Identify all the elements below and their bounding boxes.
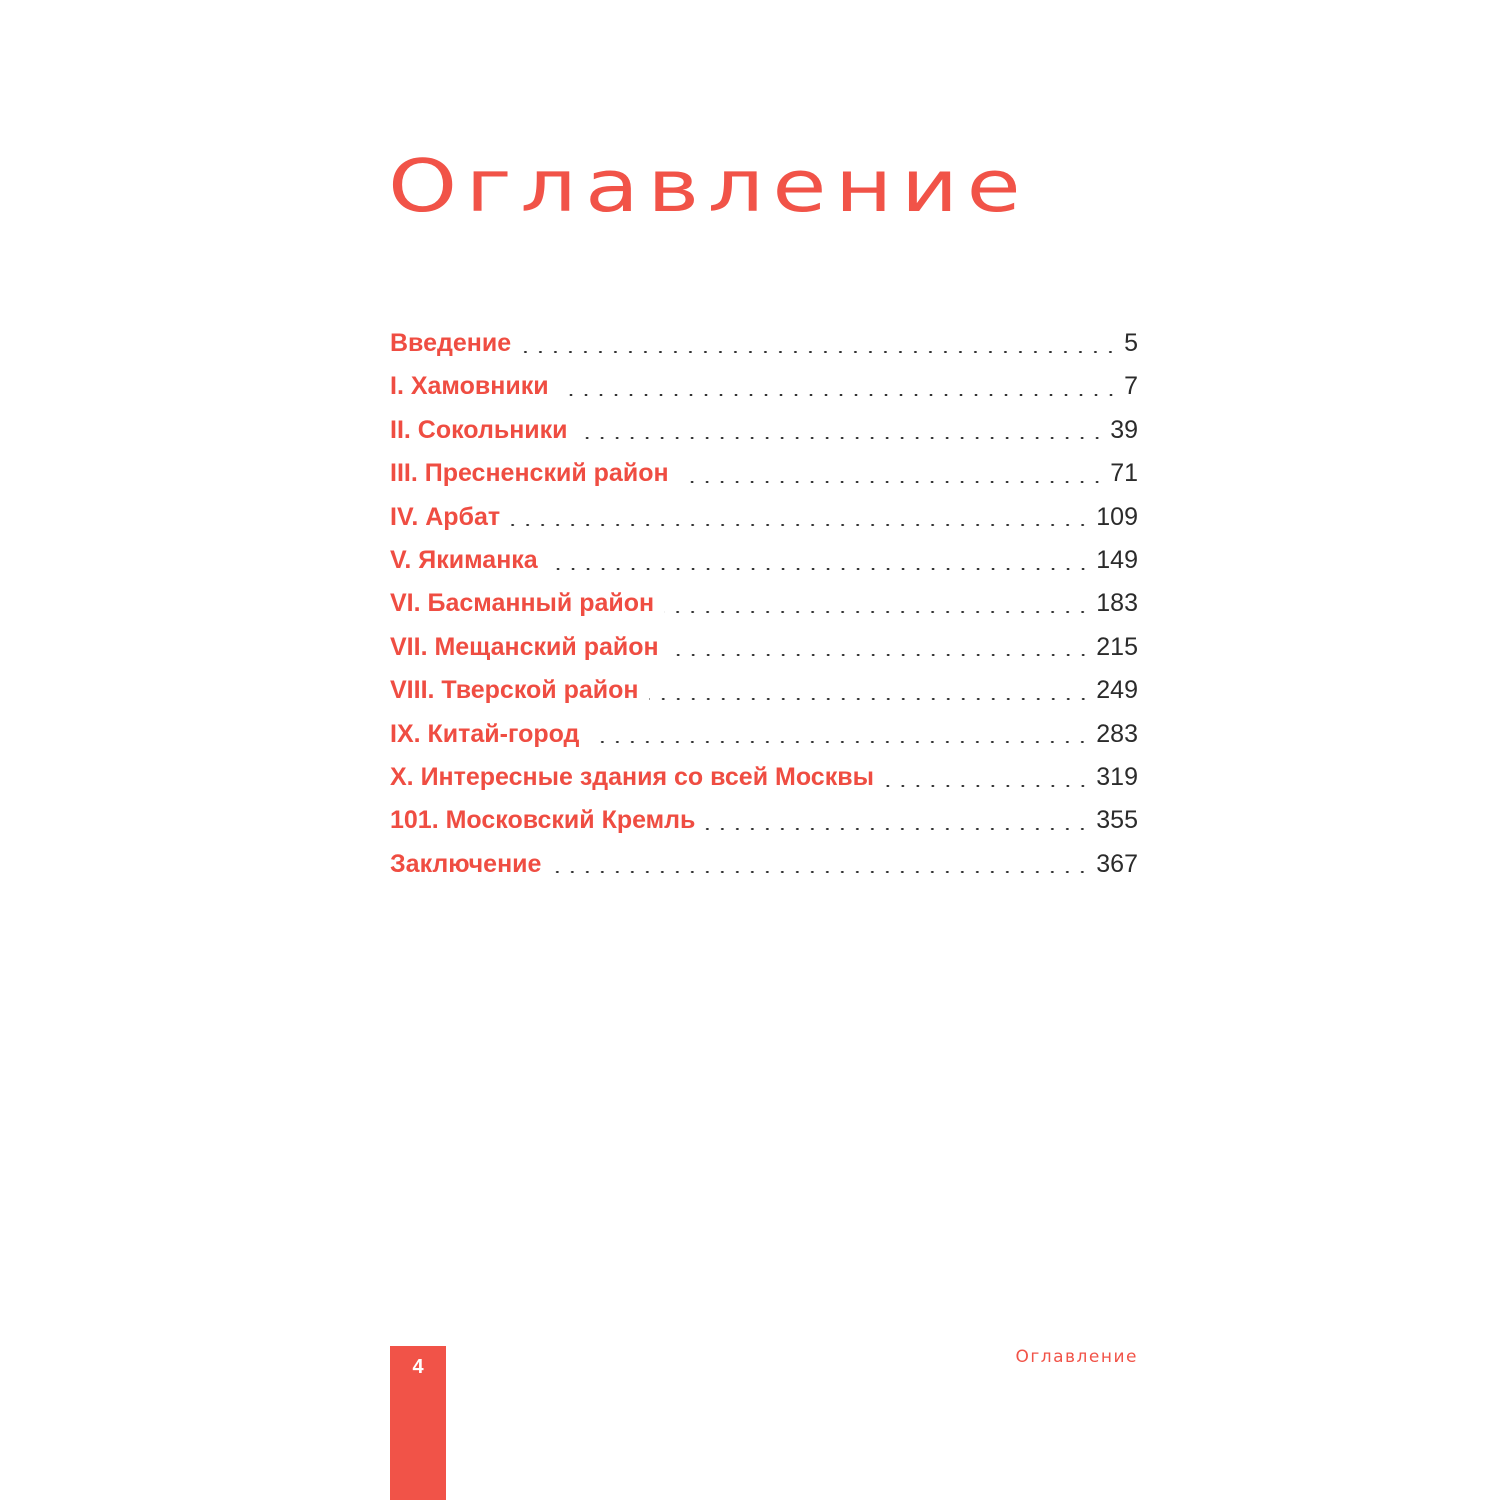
toc-entry-page: 355 xyxy=(1096,806,1138,835)
toc-entry-page: 367 xyxy=(1096,849,1138,878)
dot-leader xyxy=(589,741,1090,743)
toc-entry-page: 71 xyxy=(1110,459,1138,488)
toc-entry-label: I. Хамовники xyxy=(390,372,549,401)
dot-leader xyxy=(669,654,1091,656)
dot-leader xyxy=(649,698,1091,700)
toc-entry-yakimanka[interactable] xyxy=(390,539,1138,582)
page-title: Оглавление xyxy=(388,144,1030,228)
page-number-tab xyxy=(390,1346,446,1500)
toc-entry-page: 183 xyxy=(1096,589,1138,618)
toc-entry-page: 319 xyxy=(1096,762,1138,791)
toc-entry-introduction[interactable] xyxy=(390,322,1138,365)
toc-entry-page: 149 xyxy=(1096,545,1138,574)
dot-leader xyxy=(664,611,1090,613)
toc-entry-label: Заключение xyxy=(390,849,542,878)
toc-entry-kitay-gorod[interactable] xyxy=(390,713,1138,756)
page-number: 4 xyxy=(412,1356,424,1378)
dot-leader xyxy=(578,437,1105,439)
dot-leader xyxy=(510,524,1090,526)
dot-leader xyxy=(705,828,1090,830)
toc-entry-label: VIII. Тверской район xyxy=(390,676,639,705)
toc-entry-basmanny[interactable] xyxy=(390,582,1138,625)
toc-entry-label: X. Интересные здания со всей Москвы xyxy=(390,762,874,791)
toc-entry-page: 5 xyxy=(1124,329,1138,357)
toc-entry-page: 109 xyxy=(1096,502,1138,531)
toc-entry-sokolniki[interactable] xyxy=(390,409,1138,452)
toc-entry-label: 101. Московский Кремль xyxy=(390,806,696,835)
dot-leader xyxy=(679,481,1105,483)
toc-entry-label: V. Якиманка xyxy=(390,545,538,574)
toc-entry-label: IV. Арбат xyxy=(390,502,501,531)
toc-entry-label: Введение xyxy=(390,329,512,357)
running-head: Оглавление xyxy=(1015,1347,1138,1367)
toc-entry-khamovniki[interactable] xyxy=(390,365,1138,408)
toc-entry-label: IX. Китай-город xyxy=(390,719,580,748)
toc-entry-label: VI. Басманный район xyxy=(390,589,655,618)
dot-leader xyxy=(548,568,1091,570)
toc-entry-label: VII. Мещанский район xyxy=(390,632,659,661)
toc-entry-kremlin[interactable] xyxy=(390,799,1138,842)
toc-entry-page: 215 xyxy=(1096,632,1138,661)
table-of-contents xyxy=(390,322,1138,886)
dot-leader xyxy=(559,394,1119,396)
toc-entry-label: II. Сокольники xyxy=(390,415,568,444)
toc-entry-tverskoy[interactable] xyxy=(390,669,1138,712)
toc-entry-page: 283 xyxy=(1096,719,1138,748)
toc-entry-page: 7 xyxy=(1124,372,1138,401)
toc-entry-meshchansky[interactable] xyxy=(390,626,1138,669)
dot-leader xyxy=(551,871,1090,873)
toc-entry-label: III. Пресненский район xyxy=(390,459,669,488)
dot-leader xyxy=(521,351,1118,353)
toc-entry-conclusion[interactable] xyxy=(390,843,1138,886)
toc-entry-page: 249 xyxy=(1096,676,1138,705)
dot-leader xyxy=(884,785,1090,787)
toc-entry-interesting-buildings[interactable] xyxy=(390,756,1138,799)
toc-entry-page: 39 xyxy=(1110,415,1138,444)
toc-entry-arbat[interactable] xyxy=(390,496,1138,539)
toc-entry-presnensky[interactable] xyxy=(390,452,1138,495)
